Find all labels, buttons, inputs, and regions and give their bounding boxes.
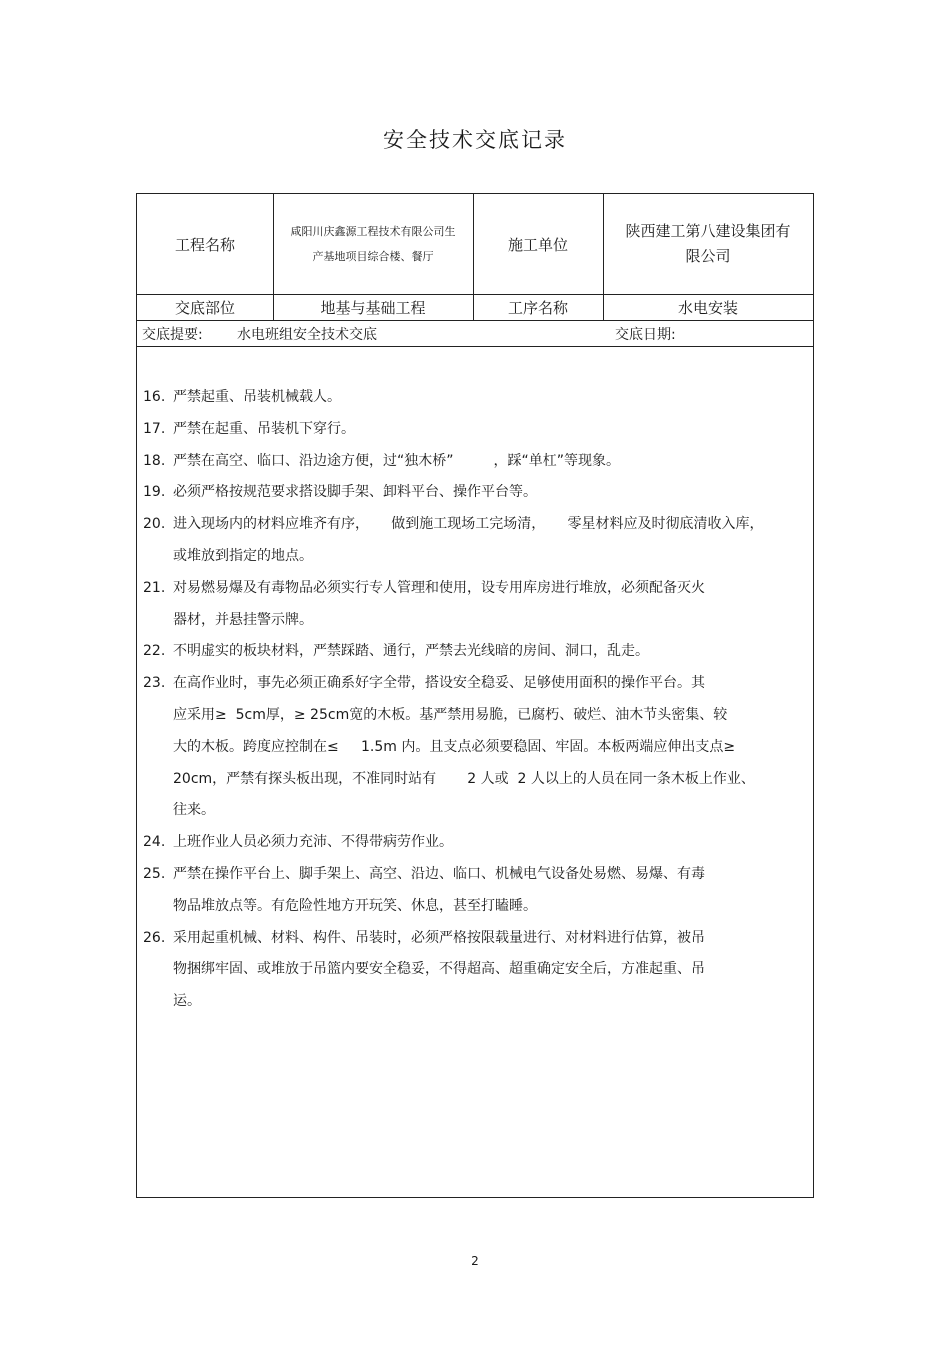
list-item (143, 668, 803, 827)
summary-label: 交底提要: (142, 327, 203, 343)
item-text-line: 严禁在高空、临口、沿边途方便，过“独木桥” ，踩“单杠”等现象。 (173, 452, 621, 469)
list-item (143, 859, 803, 923)
contractor-line: 限公司 (685, 247, 731, 265)
list-item (143, 477, 803, 509)
disclosure-table (136, 193, 814, 1198)
list-item (143, 414, 803, 446)
list-item (143, 382, 803, 414)
item-text-line: 或堆放到指定的地点。 (173, 547, 313, 564)
item-text-line: 20cm，严禁有探头板出现，不准同时站有 2 人或 2 人以上的人员在同一条木板上作业、 (173, 770, 755, 787)
item-text-line: 应采用≥ 5cm厚，≥ 25cm宽的木板。基严禁用易脆，已腐朽、破烂、油木节头密集、较 (173, 706, 728, 723)
document-title: 安全技术交底记录 (383, 128, 567, 152)
project-name-line: 产基地项目综合楼、餐厅 (312, 250, 434, 263)
list-item (143, 636, 803, 668)
item-number: 17. (143, 420, 166, 437)
item-text-line: 器材，并悬挂警示牌。 (173, 611, 313, 628)
summary-row (137, 320, 813, 345)
item-number: 23. (143, 675, 166, 692)
page-number: 2 (471, 1254, 479, 1268)
item-text-line: 严禁在起重、吊装机下穿行。 (173, 420, 355, 437)
project-name-label: 工程名称 (174, 235, 235, 254)
item-text-line: 不明虚实的板块材料，严禁踩踏、通行，严禁去光线暗的房间、洞口，乱走。 (173, 643, 649, 660)
contractor-line: 陕西建工第八建设集团有 (625, 222, 791, 240)
item-number: 22. (143, 643, 166, 660)
item-text-line: 运。 (173, 993, 201, 1010)
item-number: 20. (143, 516, 166, 533)
item-text-line: 严禁起重、吊装机械载人。 (173, 389, 341, 405)
process-label: 工序名称 (507, 298, 568, 317)
row-divider (137, 346, 813, 347)
list-item (143, 446, 803, 478)
item-text-line: 严禁在操作平台上、脚手架上、高空、沿边、临口、机械电气设备处易燃、易爆、有毒 (173, 865, 705, 882)
item-text-line: 上班作业人员必须力充沛、不得带病劳作业。 (173, 834, 453, 851)
item-number: 25. (143, 865, 166, 882)
item-text-line: 在高作业时，事先必须正确系好字全带，搭设安全稳妥、足够使用面积的操作平台。其 (173, 675, 705, 692)
item-number: 18. (143, 452, 166, 469)
project-name-line: 咸阳川庆鑫源工程技术有限公司生 (290, 225, 456, 238)
summary-value: 水电班组安全技术交底 (237, 327, 377, 343)
item-text-line: 大的木板。跨度应控制在≤ 1.5m 内。且支点必须要稳固、牢固。本板两端应伸出支点≥ (173, 738, 736, 755)
item-number: 21. (143, 579, 166, 596)
item-text-line: 必须严格按规范要求搭设脚手架、卸料平台、操作平台等。 (173, 484, 537, 501)
contractor-value (603, 194, 813, 294)
item-text-line: 物捆绑牢固、或堆放于吊篮内要安全稳妥，不得超高、超重确定安全后，方准起重、吊 (173, 961, 705, 978)
item-number: 19. (143, 484, 166, 501)
safety-items-list (143, 382, 803, 1018)
contractor-label: 施工单位 (507, 235, 568, 254)
item-text-line: 进入现场内的材料应堆齐有序， 做到施工现场工完场清， 零星材料应及时彻底清收入库， (173, 516, 764, 533)
list-item (143, 923, 803, 1018)
item-number: 16. (143, 389, 166, 405)
project-name-value (273, 194, 473, 294)
list-item (143, 509, 803, 573)
item-text-line: 对易燃易爆及有毒物品必须实行专人管理和使用，设专用库房进行堆放，必须配备灭火 (173, 579, 705, 596)
item-text-line: 采用起重机械、材料、构件、吊装时，必须严格按限载量进行、对材料进行估算，被吊 (173, 929, 705, 946)
process-value: 水电安装 (677, 298, 738, 317)
item-number: 26. (143, 929, 166, 946)
list-item (143, 827, 803, 859)
item-text-line: 物品堆放点等。有危险性地方开玩笑、休息，甚至打瞌睡。 (173, 897, 537, 914)
section-label: 交底部位 (174, 298, 235, 317)
list-item (143, 573, 803, 637)
date-label: 交底日期: (615, 327, 676, 343)
section-value: 地基与基础工程 (320, 298, 426, 317)
item-text-line: 往来。 (173, 802, 215, 819)
item-number: 24. (143, 834, 166, 851)
